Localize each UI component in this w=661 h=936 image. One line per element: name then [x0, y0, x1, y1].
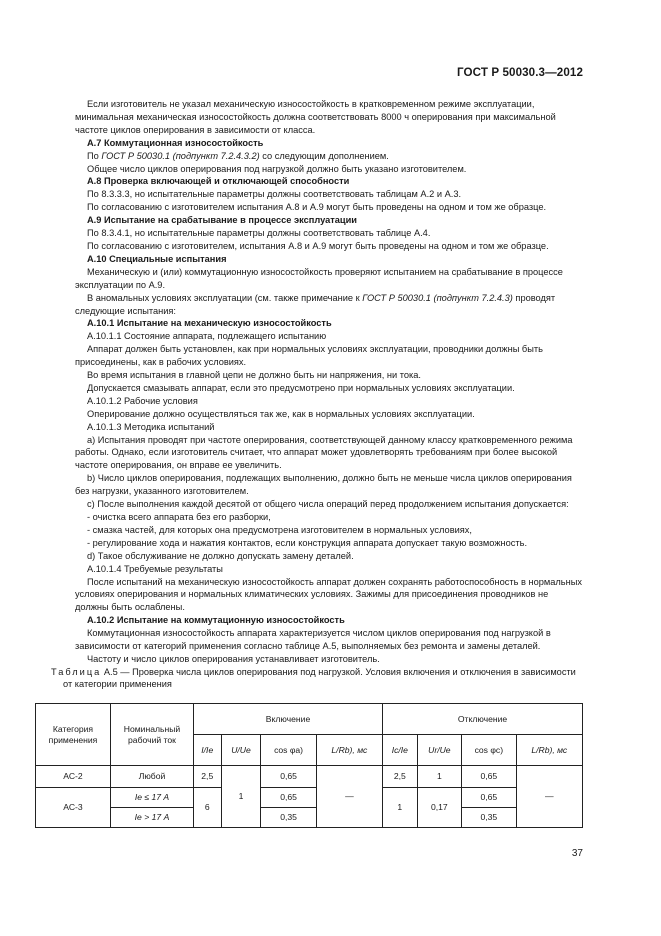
section-heading: А.10 Специальные испытания — [87, 253, 227, 264]
col-ur-ue: Ur/Ue — [417, 735, 462, 766]
paragraph: Частоту и число циклов оперирования устанавливает изготовитель. — [87, 653, 380, 664]
section-heading: А.9 Испытание на срабатывание в процессе эксплуатации — [87, 215, 357, 226]
paragraph: А.10.1.3 Методика испытаний — [87, 421, 215, 432]
table-cell: 1 — [221, 766, 261, 828]
col-lr: L/Rb), мс — [316, 735, 382, 766]
col-category: Категория применения — [36, 704, 111, 766]
paragraph: В аномальных условиях эксплуатации (см. также примечание к ГОСТ Р 50030.1 (подпункт 7.2.4.3) проводят следующие испытания: — [75, 292, 556, 316]
table-caption-word: Таблица — [51, 666, 102, 677]
table-cell: 0,65 — [261, 766, 316, 788]
col-lr-break: L/Rb), мс — [516, 735, 582, 766]
page-number: 37 — [571, 848, 583, 859]
list-item: - смазка частей, для которых она предусмотрена изготовителем в нормальных условиях, — [87, 524, 472, 535]
section-heading: А.8 Проверка включающей и отключающей способности — [87, 176, 350, 187]
table-cell: — — [516, 766, 582, 828]
paragraph: По ГОСТ Р 50030.1 (подпункт 7.2.4.3.2) со следующим дополнением. — [87, 150, 389, 161]
paragraph: Коммутационная износостойкость аппарата характеризуется числом циклов оперирования под нагрузкой в зависимости от категорий применения согласно таблице А.5, выполняемых без ремонта и замены деталей. — [75, 628, 551, 652]
paragraph: По 8.3.4.1, но испытательные параметры должны соответствовать таблице А.4. — [87, 228, 431, 239]
col-cos: cos φa) — [261, 735, 316, 766]
col-i-ie: I/Ie — [194, 735, 222, 766]
body-text — [51, 98, 584, 690]
paragraph: Механическую и (или) коммутационную износостойкость проверяют испытанием на срабатывание в процессе эксплуатации по А.9. — [75, 266, 563, 290]
paragraph: А.10.1.2 Рабочие условия — [87, 395, 198, 406]
list-item: - очистка всего аппарата без его разборки, — [87, 512, 271, 522]
table-cell: 0,65 — [462, 766, 516, 788]
col-rated-current: Номинальный рабочий ток — [111, 704, 194, 766]
section-heading: А.10.2 Испытание на коммутационную износостойкость — [87, 615, 345, 626]
paragraph: Допускается смазывать аппарат, если это предусмотрено при нормальных условиях эксплуатации. — [87, 382, 515, 393]
paragraph: Общее число циклов оперирования под нагрузкой должно быть указано изготовителем. — [87, 163, 467, 174]
table-cell: 6 — [194, 788, 222, 828]
table-cell: Ie ≤ 17 А — [111, 788, 194, 808]
section-heading: А.7 Коммутационная износостойкость — [87, 137, 264, 148]
table-cell: — — [316, 766, 382, 828]
paragraph: После испытаний на механическую износостойкость аппарат должен сохранять работоспособность в нормальных условиях оперирования и нормальных климатических условиях. Зажимы для присоединения проводников не должны быть ослаблены. — [75, 576, 582, 613]
col-breaking: Отключение — [383, 704, 583, 735]
paragraph: а) Испытания проводят при частоте оперирования, соответствующей данному классу кратковременного режима работы. Однако, если изготовитель считает, что аппарат может удовлетворять требованиям при более высокой частоте оперирования, он вправе ее увеличить. — [75, 434, 573, 471]
table-cell: 2,5 — [383, 766, 418, 788]
table-cell: 1 — [417, 766, 462, 788]
table-cell: 0,17 — [417, 788, 462, 828]
table-cell: 0,35 — [261, 808, 316, 828]
col-ic-ie: Ic/Ie — [383, 735, 418, 766]
paragraph: Оперирование должно осуществляться так же, как в нормальных условиях эксплуатации. — [87, 408, 475, 419]
table-cell: 1 — [383, 788, 418, 828]
col-u-ue: U/Ue — [221, 735, 261, 766]
paragraph: Аппарат должен быть установлен, как при нормальных условиях эксплуатации, проводники должны быть присоединены, как в рабочих условиях. — [75, 344, 543, 368]
paragraph: Если изготовитель не указал механическую износостойкость в кратковременном режиме эксплуатации, минимальная механическая износостойкость должна соответствовать 8000 ч оперирования при максимальной частоте циклов оперирования в зависимости от класса. — [75, 99, 556, 135]
table-caption: Таблица А.5 — Проверка числа циклов оперирования под нагрузкой. Условия включения и отключения в зависимости от категории применения — [51, 666, 576, 690]
table-cell: АС-2 — [36, 766, 111, 788]
section-heading: А.10.1 Испытание на механическую износостойкость — [87, 318, 332, 329]
paragraph: c) После выполнения каждой десятой от общего числа операций перед продолжением испытания допускается: — [87, 499, 569, 510]
paragraph: По согласованию с изготовителем испытания А.8 и А.9 могут быть проведены на одном и том же образце. — [87, 202, 547, 213]
paragraph: А.10.1.4 Требуемые результаты — [87, 563, 223, 574]
col-cos-break: cos φc) — [462, 735, 516, 766]
paragraph: По согласованию с изготовителем, испытания А.8 и А.9 могут быть проведены на одном и том же образце. — [87, 240, 549, 251]
table-a5 — [35, 703, 583, 828]
paragraph: b) Число циклов оперирования, подлежащих выполнению, должно быть не меньше числа циклов оперирования без нагрузки, указанного изготовителем. — [75, 473, 572, 497]
table-cell: 0,65 — [261, 788, 316, 808]
paragraph: А.10.1.1 Состояние аппарата, подлежащего испытанию — [87, 331, 327, 342]
table-cell: 0,35 — [462, 808, 516, 828]
col-making: Включение — [194, 704, 383, 735]
table-cell: Ie > 17 А — [111, 808, 194, 828]
table-cell: Любой — [111, 766, 194, 788]
list-item: - регулирование хода и нажатия контактов, если конструкция аппарата допускает такую возможность. — [87, 537, 528, 548]
paragraph: Во время испытания в главной цепи не должно быть ни напряжения, ни тока. — [87, 370, 421, 381]
document-code: ГОСТ Р 50030.3—2012 — [457, 66, 583, 79]
table-cell: 2,5 — [194, 766, 222, 788]
table-cell: 0,65 — [462, 788, 516, 808]
paragraph: По 8.3.3.3, но испытательные параметры должны соответствовать таблицам А.2 и А.3. — [87, 189, 462, 200]
paragraph: d) Такое обслуживание не должно допускать замену деталей. — [87, 550, 354, 561]
table-cell: АС-3 — [36, 788, 111, 828]
